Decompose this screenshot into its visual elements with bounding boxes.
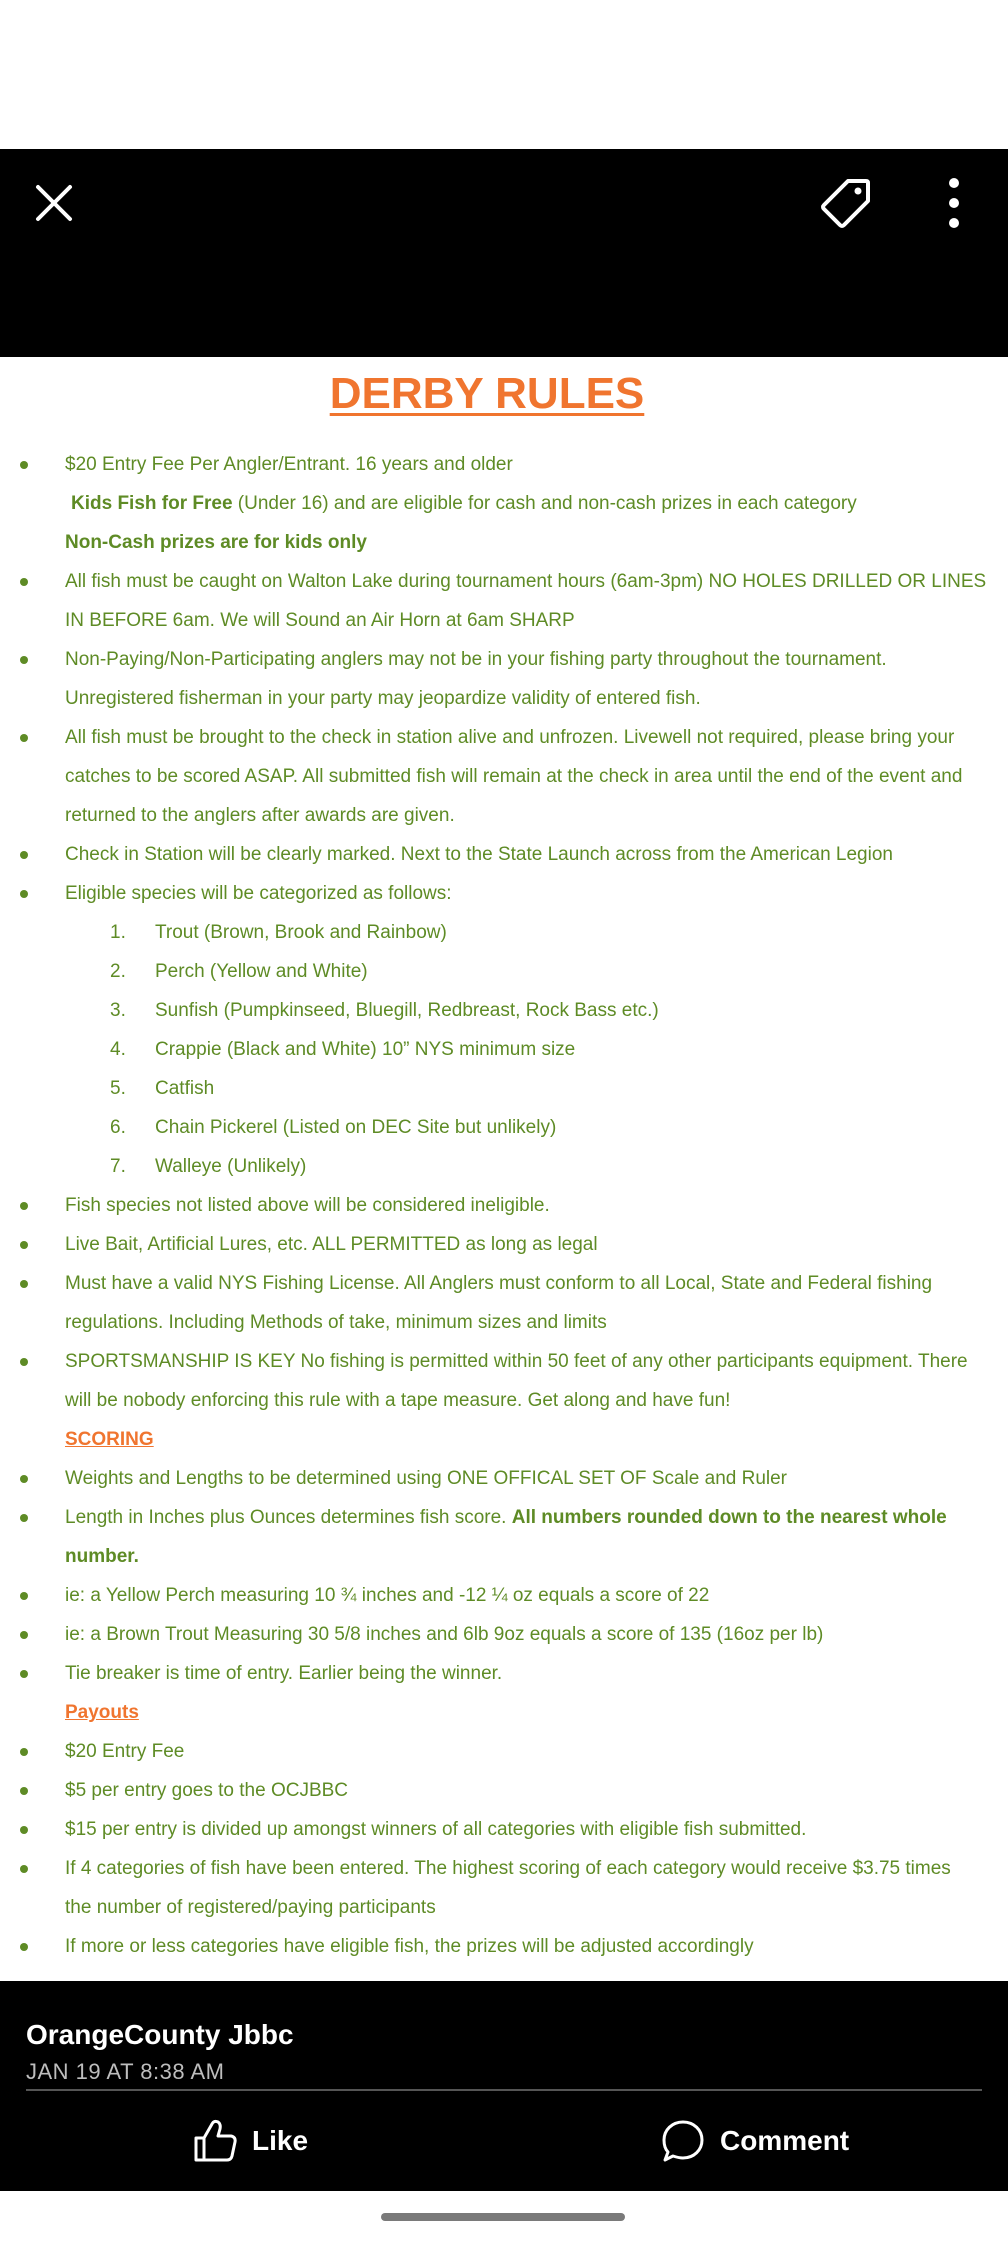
rule-line: Must have a valid NYS Fishing License. All Anglers must conform to all Local, State and Federal fishing — [65, 1273, 933, 1294]
rule-line: $15 per entry is divided up amongst winners of all categories with eligible fish submitted. — [65, 1819, 807, 1840]
bullet — [20, 1670, 28, 1678]
post-timestamp: JAN 19 AT 8:38 AM — [26, 2059, 225, 2084]
rule-text: (Under 16) and are eligible for cash and non-cash prizes in each category — [232, 493, 857, 514]
bullet — [20, 1514, 28, 1522]
rule-line: regulations. Including Methods of take, minimum sizes and limits — [65, 1312, 607, 1333]
system-navigation-bar — [0, 2191, 1008, 2244]
rule-line: ie: a Yellow Perch measuring 10 ¾ inches and -12 ¼ oz equals a score of 22 — [65, 1585, 710, 1606]
rule-line: If 4 categories of fish have been entered. The highest scoring of each category would receive $3.75 times — [65, 1858, 951, 1879]
like-button[interactable] — [192, 2111, 308, 2171]
rule-line: Tie breaker is time of entry. Earlier being the winner. — [65, 1663, 503, 1684]
bullet — [20, 1241, 28, 1249]
species-item: Sunfish (Pumpkinseed, Bluegill, Redbreast, Rock Bass etc.) — [155, 1000, 659, 1021]
species-number: 6. — [110, 1117, 126, 1138]
bullet — [20, 1475, 28, 1483]
rule-line: returned to the anglers after awards are given. — [65, 805, 455, 826]
rule-line: Live Bait, Artificial Lures, etc. ALL PERMITTED as long as legal — [65, 1234, 598, 1255]
more-vertical-icon — [944, 177, 964, 229]
species-number: 7. — [110, 1156, 126, 1177]
close-button[interactable] — [20, 169, 88, 237]
close-icon — [32, 181, 76, 225]
rule-line: SPORTSMANSHIP IS KEY No fishing is permitted within 50 feet of any other participants equipment. There — [65, 1351, 968, 1372]
bullet — [20, 1592, 28, 1600]
rule-bold: All numbers rounded down to the nearest whole — [511, 1507, 947, 1528]
post-author[interactable]: OrangeCounty Jbbc — [26, 2019, 294, 2050]
rule-line: Fish species not listed above will be considered ineligible. — [65, 1195, 550, 1216]
rule-line: Unregistered fisherman in your party may jeopardize validity of entered fish. — [65, 688, 701, 709]
bullet — [20, 656, 28, 664]
bullet — [20, 578, 28, 586]
rule-line: All fish must be brought to the check in station alive and unfrozen. Livewell not required, please bring your — [65, 727, 955, 748]
rule-line: $20 Entry Fee Per Angler/Entrant. 16 years and older — [65, 454, 513, 475]
species-item: Perch (Yellow and White) — [155, 961, 368, 982]
species-item: Crappie (Black and White) 10” NYS minimum size — [155, 1039, 576, 1060]
bullet — [20, 1943, 28, 1951]
rule-line: $20 Entry Fee — [65, 1741, 185, 1762]
bullet — [20, 461, 28, 469]
rule-text: Length in Inches plus Ounces determines fish score. — [65, 1507, 512, 1528]
rule-line: will be nobody enforcing this rule with a tape measure. Get along and have fun! — [65, 1390, 731, 1411]
rule-line: catches to be scored ASAP. All submitted fish will remain at the check in area until the end of the event and — [65, 766, 963, 787]
bullet — [20, 734, 28, 742]
bullet — [20, 1358, 28, 1366]
rule-line: All fish must be caught on Walton Lake during tournament hours (6am-3pm) NO HOLES DRILLED OR LINES — [65, 571, 987, 592]
more-options-button[interactable] — [920, 169, 988, 237]
payouts-heading: Payouts — [65, 1702, 139, 1723]
comment-bubble-icon — [660, 2118, 706, 2164]
bullet — [20, 1202, 28, 1210]
rule-line: Non-Paying/Non-Participating anglers may not be in your fishing party throughout the tournament. — [65, 649, 887, 670]
bullet — [20, 1826, 28, 1834]
rule-line — [65, 1505, 947, 1531]
status-bar-area — [0, 0, 1008, 149]
bullet — [20, 851, 28, 859]
species-number: 1. — [110, 922, 126, 943]
rule-line — [71, 491, 857, 517]
bullet — [20, 1631, 28, 1639]
post-footer — [0, 1981, 1008, 2191]
species-number: 2. — [110, 961, 126, 982]
divider — [26, 2089, 982, 2091]
bullet — [20, 1865, 28, 1873]
rule-line: Non-Cash prizes are for kids only — [65, 532, 367, 553]
species-number: 3. — [110, 1000, 126, 1021]
species-number: 5. — [110, 1078, 126, 1099]
comment-button[interactable] — [660, 2111, 849, 2171]
photo-viewer-header — [0, 149, 1008, 357]
rule-bold: Kids Fish for Free — [71, 493, 233, 514]
rule-line: Eligible species will be categorized as follows: — [65, 883, 452, 904]
species-item: Chain Pickerel (Listed on DEC Site but unlikely) — [155, 1117, 557, 1138]
derby-rules-image[interactable] — [0, 357, 1008, 1981]
comment-label: Comment — [720, 2125, 850, 2156]
species-item: Walleye (Unlikely) — [155, 1156, 307, 1177]
home-gesture-pill[interactable] — [381, 2213, 625, 2221]
tag-icon — [818, 175, 874, 231]
tag-button[interactable] — [806, 169, 886, 237]
rule-line: $5 per entry goes to the OCJBBC — [65, 1780, 349, 1801]
thumbs-up-icon — [192, 2118, 238, 2164]
bullet — [20, 1280, 28, 1288]
species-number: 4. — [110, 1039, 126, 1060]
bullet — [20, 890, 28, 898]
rule-line: number. — [65, 1546, 139, 1567]
rule-line: Check in Station will be clearly marked. Next to the State Launch across from the American Legion — [65, 844, 893, 865]
species-item: Trout (Brown, Brook and Rainbow) — [155, 922, 447, 943]
rule-line: ie: a Brown Trout Measuring 30 5/8 inches and 6lb 9oz equals a score of 135 (16oz per lb) — [65, 1624, 824, 1645]
rule-line: If more or less categories have eligible fish, the prizes will be adjusted accordingly — [65, 1936, 754, 1957]
rule-line: IN BEFORE 6am. We will Sound an Air Horn at 6am SHARP — [65, 610, 575, 631]
rule-line: the number of registered/paying participants — [65, 1897, 436, 1918]
species-item: Catfish — [155, 1078, 215, 1099]
bullet — [20, 1748, 28, 1756]
bullet — [20, 1787, 28, 1795]
scoring-heading: SCORING — [65, 1429, 154, 1450]
rule-line: Weights and Lengths to be determined using ONE OFFICAL SET OF Scale and Ruler — [65, 1468, 788, 1489]
like-label: Like — [252, 2125, 309, 2156]
document-title: DERBY RULES — [329, 369, 645, 418]
